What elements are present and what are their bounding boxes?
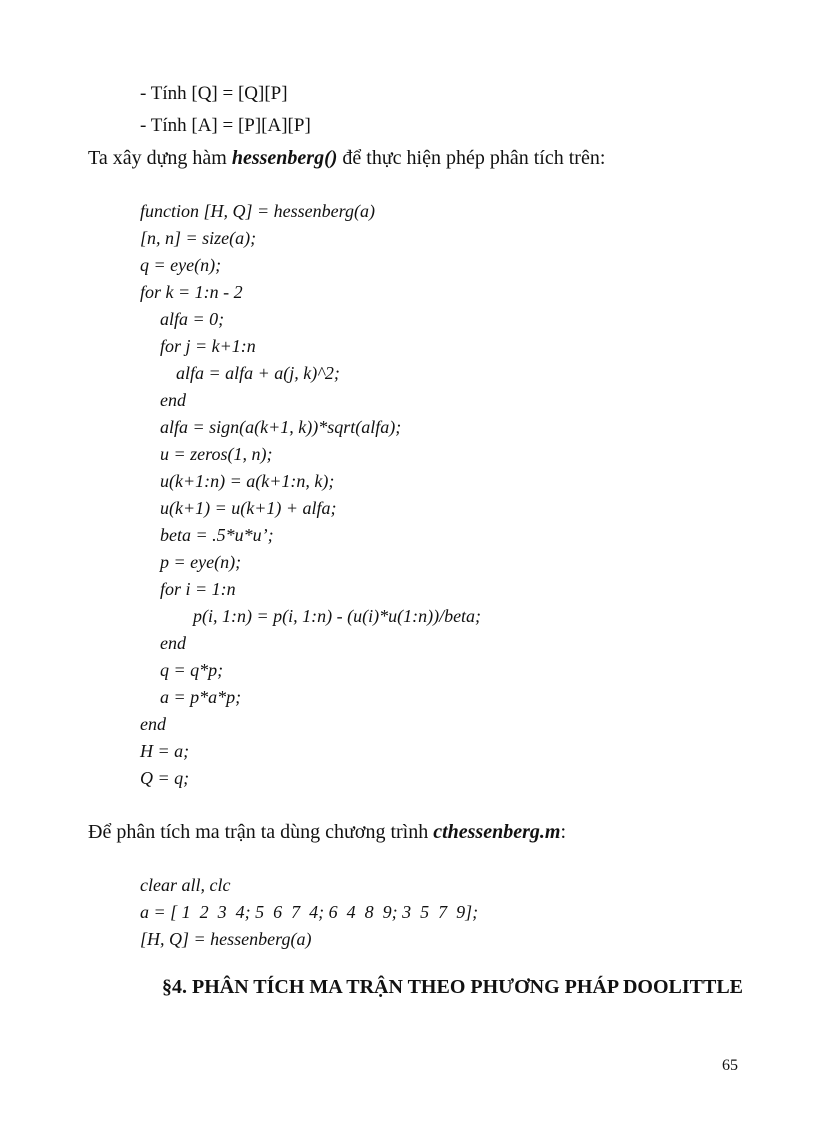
code-line: a = [ 1 2 3 4; 5 6 7 4; 6 4 8 9; 3 5 7 9];: [140, 902, 479, 922]
page-number: 65: [722, 1057, 738, 1074]
code-line: function [H, Q] = hessenberg(a): [140, 201, 375, 221]
code-line: for j = k+1:n: [160, 336, 256, 356]
intro-text-end: để thực hiện phép phân tích trên:: [337, 147, 606, 169]
intro-text: Ta xây dựng hàm: [88, 147, 232, 169]
code-line: q = q*p;: [160, 660, 224, 680]
code-line: alfa = alfa + a(j, k)^2;: [176, 363, 340, 383]
code-line: for i = 1:n: [160, 579, 236, 599]
code-line: alfa = 0;: [160, 309, 225, 329]
function-name: hessenberg(): [231, 147, 338, 169]
section-heading: §4. PHÂN TÍCH MA TRẬN THEO PHƯƠNG PHÁP DOOLITTLE: [162, 976, 743, 998]
code-line: Q = q;: [140, 768, 190, 788]
bullet-a: - Tính [A] = [P][A][P]: [140, 115, 311, 136]
code-line: p(i, 1:n) = p(i, 1:n) - (u(i)*u(1:n))/beta;: [193, 606, 482, 626]
code-line: clear all, clc: [140, 875, 231, 895]
code-line: for k = 1:n - 2: [140, 282, 243, 302]
file-name: cthessenberg.m: [433, 821, 561, 843]
code-line: u = zeros(1, n);: [160, 444, 273, 464]
code-line: beta = .5*u*u’;: [160, 525, 274, 545]
code-line: u(k+1:n) = a(k+1:n, k);: [160, 471, 335, 491]
usage-text-end: :: [560, 821, 566, 843]
code-line: end: [140, 714, 166, 734]
intro-paragraph: [88, 148, 605, 168]
bullet-q: - Tính [Q] = [Q][P]: [140, 83, 288, 104]
code-line: end: [160, 633, 186, 653]
code-line: H = a;: [140, 741, 190, 761]
usage-text: Để phân tích ma trận ta dùng chương trình: [88, 821, 434, 843]
code-line: [H, Q] = hessenberg(a): [140, 929, 312, 949]
code-line: end: [160, 390, 186, 410]
code-line: u(k+1) = u(k+1) + alfa;: [160, 498, 337, 518]
code-line: q = eye(n);: [140, 255, 222, 275]
code-line: a = p*a*p;: [160, 687, 242, 707]
code-line: [n, n] = size(a);: [140, 228, 257, 248]
usage-paragraph: [88, 822, 566, 842]
code-line: p = eye(n);: [160, 552, 242, 572]
code-line: alfa = sign(a(k+1, k))*sqrt(alfa);: [160, 417, 402, 437]
